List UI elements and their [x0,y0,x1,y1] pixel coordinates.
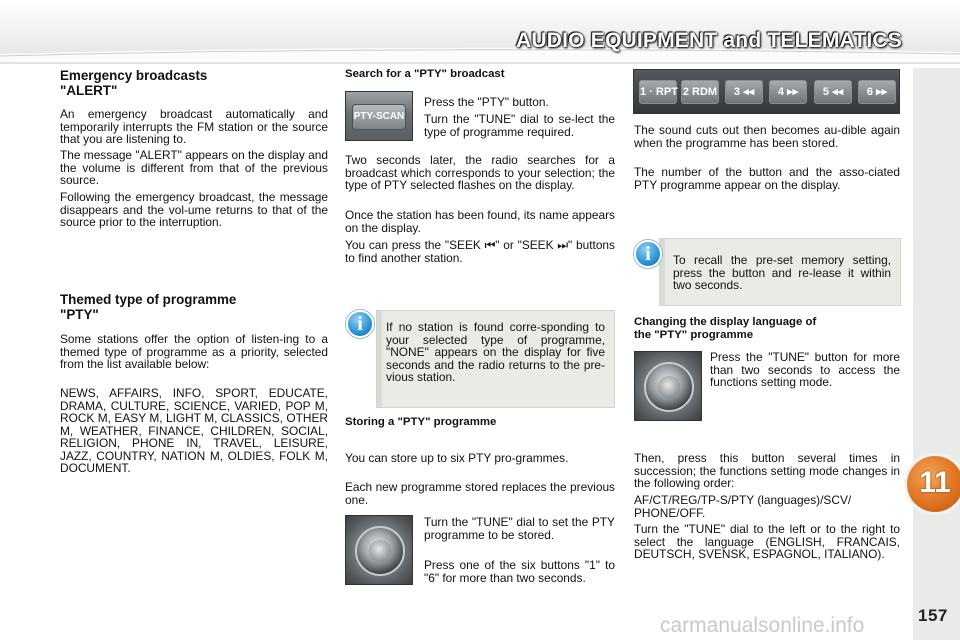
turn-tune-store-instruction: Turn the "TUNE" dial to set the PTY programme to be stored. [424,515,615,542]
pty-list-paragraph: NEWS, AFFAIRS, INFO, SPORT, EDUCATE, DRAMA, CULTURE, SCIENCE, VARIED, POP M, ROCK M, EASY M, LIGHT M, CLASSICS, OTHER M, WEATHER, FINANCE, CHILDREN, SOCIAL, RELIGION, PHONE IN, TRAVEL, LEISURE, JAZZ, COUNTRY, NATION M, OLDIES, FOLK M, DOCUMENT. [60,386,328,475]
emergency-paragraph-2: The message "ALERT" appears on the display and the volume is different from that of the previous source. [60,148,328,187]
turn-tune-instruction: Turn the "TUNE" dial to se-lect the type of programme required. [424,112,615,139]
pty-heading [60,292,330,322]
preset-buttons-photo [633,69,900,114]
preset-button-4: 4 ▸▸ [769,80,807,104]
language-heading-line2: the "PTY" programme [634,329,754,341]
emergency-paragraph-3: Following the emergency broadcast, the message disappears and the vol-ume returns to that of the source prior to the interruption. [60,190,328,229]
page-title: AUDIO EQUIPMENT and TELEMATICS [516,29,902,52]
press-tune-two-seconds-instruction: Press the "TUNE" button for more than two seconds to access the functions setting mode. [710,350,900,389]
tune-dial-photo-storing [345,515,413,585]
preset-button-3: 3 ◂◂ [725,80,763,104]
sound-cuts-paragraph: The sound cuts out then becomes au-dible again when the programme has been stored. [634,123,900,150]
preset-button-2: 2 RDM [681,80,719,104]
info-icon: i [634,240,662,268]
select-language-paragraph: Turn the "TUNE" dial to the left or to the right to select the language (ENGLISH, FRANCAIS, DEUTSCH, SVENSK, ESPAGNOL, ITALIANO). [634,522,900,561]
page-number: 157 [918,606,948,625]
tune-dial-photo-language [634,351,702,421]
pty-intro-paragraph: Some stations offer the option of listen-ing to a themed type of programme as a priority, selected from the list available below: [60,332,328,371]
pty-scan-button-label: PTY-SCAN [352,104,406,130]
preset-button-6: 6 ▸▸ [858,80,896,104]
press-preset-instruction: Press one of the six buttons "1" to "6" for more than two seconds. [424,558,615,585]
info-box-bar [377,311,382,407]
station-found-paragraph: Once the station has been found, its name appears on the display. [345,208,615,235]
button-number-paragraph: The number of the button and the asso-ciated PTY programme appear on the display. [634,165,900,192]
right-rail [913,68,960,640]
chapter-number: 11 [919,466,951,499]
info-recall-text: To recall the pre-set memory setting, press the button and re-lease it within two seconds. [673,253,891,292]
preset-button-5: 5 ◂◂ [814,80,852,104]
watermark: carmanualsonline.info [660,614,865,637]
store-up-to-six-paragraph: You can store up to six PTY pro-grammes. [345,451,569,465]
language-heading [634,316,900,342]
two-seconds-paragraph: Two seconds later, the radio searches for a broadcast which corresponds to your selection; the type of PTY selected flashes on the display. [345,153,615,192]
seek-paragraph: You can press the "SEEK ⏮" or "SEEK ⏭" buttons to find another station. [345,238,615,265]
storing-heading: Storing a "PTY" programme [345,416,497,428]
emergency-heading [60,68,330,98]
preset-button-1: 1 · RPT [639,80,677,104]
pty-heading-line2: "PTY" [60,307,99,322]
emergency-heading-line1: Emergency broadcasts [60,68,208,83]
press-pty-instruction: Press the "PTY" button. [424,95,549,109]
pty-heading-line1: Themed type of programme [60,292,237,307]
info-no-station-text: If no station is found corre-sponding to your selected type of programme, "NONE" appears on the display for five seconds and the radio returns to the pre-vious station. [386,320,605,384]
emergency-paragraph-1: An emergency broadcast automatically and temporarily interrupts the FM station or the source that you are listening to. [60,107,328,146]
search-heading: Search for a "PTY" broadcast [345,68,505,80]
pty-scan-button-photo [345,91,413,141]
setting-order-paragraph: AF/CT/REG/TP-S/PTY (languages)/SCV/ PHONE/OFF. [634,493,852,520]
then-press-paragraph: Then, press this button several times in succession; the functions setting mode changes in the following order: [634,451,900,490]
language-heading-line1: Changing the display language of [634,316,817,328]
emergency-heading-line2: "ALERT" [60,83,118,98]
replace-previous-paragraph: Each new programme stored replaces the previous one. [345,480,615,507]
info-icon: i [346,310,374,338]
